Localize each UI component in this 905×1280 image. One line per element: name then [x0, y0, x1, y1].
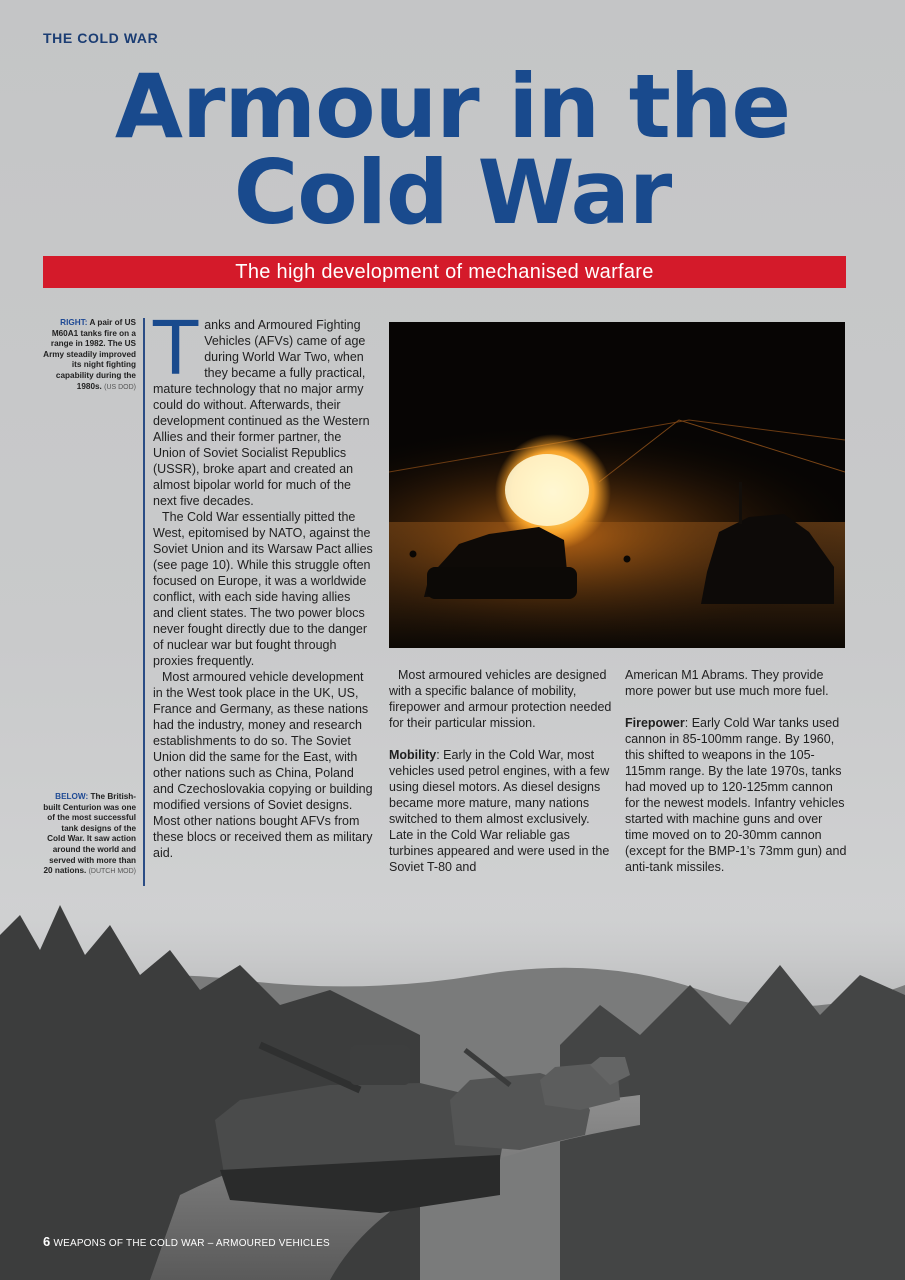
- photo-centurion-column: [0, 895, 905, 1280]
- page-number: 6: [43, 1234, 51, 1249]
- caption-right: [43, 318, 136, 393]
- paragraph-cold-war: The Cold War essentially pitted the West, epitomised by NATO, against the Soviet Union and its Warsaw Pact allies (see page 10). While this struggle often focused on Europe, it was a worldwide conflict, with each side having allies and client states. The two power blocs never fought directly due to the danger of nuclear war but fought through proxies frequently.: [153, 510, 373, 668]
- paragraph-intro: Tanks and Armoured Fighting Vehicles (AFVs) came of age during World War Two, when they became a fully practical, mature technology that no major army could do without. Afterwards, their development continued as the Western Allies and their former partner, the Union of Soviet Socialist Republics (USSR), broke apart and created an almost bipolar world for much of the next five decades.: [153, 306, 370, 508]
- paragraph-development: Most armoured vehicle development in the West took place in the UK, US, France and Germany, as these nations had the industry, money and research establishments to do so. The Soviet Union did the same for the East, with other nations such as China, Poland and Czechoslovakia copying or building modified versions of Soviet designs. Most other nations bought AFVs from these blocs or received them as military aid.: [153, 670, 373, 860]
- caption-right-key: RIGHT:: [60, 318, 88, 327]
- publication-name: WEAPONS OF THE COLD WAR – ARMOURED VEHICLES: [53, 1238, 330, 1249]
- caption-below: [43, 792, 136, 878]
- paragraph-balance: Most armoured vehicles are designed with a specific balance of mobility, firepower and armour protection needed for their particular mission.: [389, 668, 612, 730]
- subtitle-banner: The high development of mechanised warfare: [43, 256, 846, 288]
- article-column-1: [153, 306, 373, 861]
- page-footer: [43, 1234, 330, 1249]
- page-title-line-2: Cold War: [233, 141, 672, 244]
- paragraph-mobility: Mobility: Early in the Cold War, most vehicles used petrol engines, with a few using diesel motors. As diesel designs became more mature, many nations switched to them almost exclusively. Late in the Cold War reliable gas turbines appeared and were used in the Soviet T-80 and: [389, 748, 610, 874]
- caption-below-key: BELOW:: [55, 792, 89, 801]
- mobility-label: Mobility: [389, 748, 437, 762]
- caption-below-text: The British-built Centurion was one of the most successful tank designs of the Cold War. It saw action around the world and served with more than 20 nations.: [43, 792, 136, 876]
- paragraph-mobility-cont: American M1 Abrams. They provide more power but use much more fuel.: [625, 668, 829, 698]
- page-title-line-1: Armour in the: [114, 55, 791, 158]
- caption-rule: [143, 318, 145, 366]
- caption-right-text: A pair of US M60A1 tanks fire on a range in 1982. The US Army steadily improved its night fighting capability during the 1980s.: [43, 318, 136, 391]
- article-column-2: [389, 667, 613, 875]
- photo-tanks-firing: [389, 322, 845, 648]
- section-label: THE COLD WAR: [43, 30, 159, 46]
- drop-cap: T: [153, 306, 199, 392]
- caption-right-credit: (US DOD): [104, 383, 136, 391]
- caption-below-credit: (DUTCH MOD): [88, 868, 136, 876]
- page-title: [0, 55, 905, 244]
- article-column-3: [625, 667, 847, 875]
- column-rule: [143, 366, 145, 886]
- paragraph-firepower: Firepower: Early Cold War tanks used cannon in 85-100mm range. By 1960, this shifted to weapons in the 105-115mm range. By the late 1970s, tanks had moved up to 120-125mm cannon for the newest models. Infantry vehicles started with machine guns and over time moved on to 20-30mm cannon (except for the BMP-1’s 73mm gun) and anti-tank missiles.: [625, 716, 847, 874]
- firepower-label: Firepower: [625, 716, 685, 730]
